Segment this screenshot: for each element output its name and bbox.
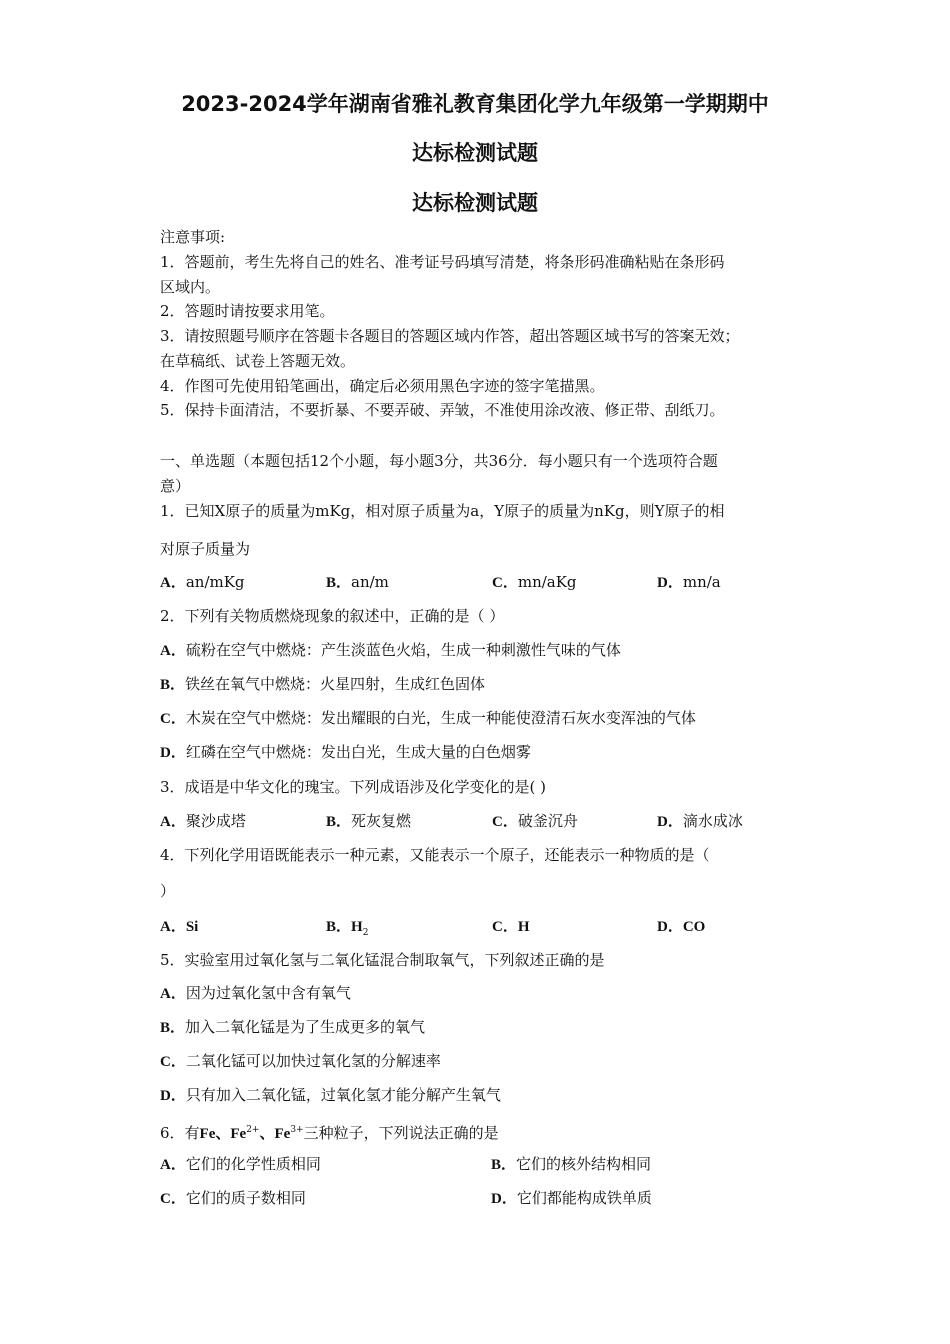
q1-option-b	[326, 572, 389, 593]
option-label: A．	[160, 814, 186, 830]
notice-item: 5．保持卡面清洁，不要折暴、不要弄破、弄皱，不准使用涂改液、修正带、刮纸刀。	[160, 401, 725, 419]
option-text: H	[351, 919, 363, 935]
q1-stem-cont: 对原子质量为	[160, 540, 251, 558]
q2-option-a	[160, 640, 621, 661]
notice-item: 区域内。	[160, 278, 221, 296]
q6-formula-fe: Fe、Fe	[199, 1126, 247, 1142]
notice-item: 2．答题时请按要求用笔。	[160, 302, 335, 320]
option-label: B．	[491, 1157, 517, 1173]
q6-option-b	[491, 1154, 651, 1175]
option-text: 它们的质子数相同	[185, 1189, 306, 1207]
q4-stem: 4．下列化学用语既能表示一种元素，又能表示一个原子，还能表示一种物质的是（	[160, 846, 710, 864]
q3-option-a	[160, 811, 246, 832]
option-text: 它们的化学性质相同	[185, 1155, 321, 1173]
q1-stem: 1．已知X原子的质量为mKg，相对原子质量为a，Y原子的质量为nKg，则Y原子的相	[160, 502, 725, 520]
q3-option-d	[657, 811, 743, 832]
option-text: 因为过氧化氢中含有氧气	[185, 984, 351, 1002]
q5-option-d	[160, 1085, 501, 1106]
option-label: C．	[160, 1191, 186, 1207]
notice-item: 1．答题前，考生先将自己的姓名、准考证号码填写清楚，将条形码准确粘贴在条形码	[160, 253, 725, 271]
option-text: an/mKg	[185, 573, 245, 591]
q2-option-b	[160, 674, 485, 695]
option-text: 聚沙成塔	[185, 812, 246, 830]
q4-stem-cont: ）	[160, 882, 176, 900]
option-text: 只有加入二氧化锰，过氧化氢才能分解产生氧气	[185, 1086, 501, 1104]
option-text: 破釜沉舟	[517, 812, 578, 830]
notice-item: 在草稿纸、试卷上答题无效。	[160, 352, 356, 370]
q5-option-c	[160, 1051, 441, 1072]
section-heading: 一、单选题（本题包括12个小题，每小题3分，共36分．每小题只有一个选项符合题	[160, 452, 718, 470]
option-label: B．	[160, 677, 186, 693]
option-label: A．	[160, 986, 186, 1002]
subscript: 2	[362, 928, 369, 938]
q4-option-c	[492, 916, 530, 937]
option-label: A．	[160, 643, 186, 659]
option-label: D．	[657, 814, 683, 830]
option-label: D．	[491, 1191, 517, 1207]
option-label: B．	[160, 1020, 186, 1036]
q6-option-c	[160, 1188, 306, 1209]
superscript: 2+	[246, 1125, 260, 1135]
q2-option-d	[160, 742, 531, 763]
notice-heading: 注意事项:	[160, 228, 226, 246]
option-label: D．	[657, 919, 683, 935]
notice-item: 4．作图可先使用铅笔画出，确定后必须用黑色字迹的签字笔描黑。	[160, 377, 605, 395]
option-text: H	[517, 919, 530, 935]
option-text: 死灰复燃	[351, 812, 412, 830]
option-label: B．	[326, 814, 352, 830]
section-heading-cont: 意）	[160, 477, 191, 495]
notice-item: 3．请按照题号顺序在答题卡各题目的答题区域内作答，超出答题区域书写的答案无效；	[160, 327, 740, 345]
option-label: C．	[160, 1054, 186, 1070]
q4-option-b	[326, 916, 368, 943]
exam-title-line2: 达标检测试题	[412, 141, 538, 165]
option-label: B．	[326, 919, 352, 935]
option-label: C．	[492, 919, 518, 935]
q6-stem-prefix: 6．有	[160, 1124, 200, 1142]
exam-title-line3: 达标检测试题	[412, 191, 538, 215]
option-label: D．	[657, 575, 683, 591]
q6-stem-suffix: 三种粒子，下列说法正确的是	[303, 1124, 499, 1142]
q5-stem: 5．实验室用过氧化氢与二氧化锰混合制取氧气，下列叙述正确的是	[160, 951, 605, 969]
q6-option-d	[491, 1188, 652, 1209]
option-label: C．	[160, 711, 186, 727]
option-text: 硫粉在空气中燃烧：产生淡蓝色火焰，生成一种刺激性气味的气体	[185, 641, 621, 659]
option-label: B．	[326, 575, 352, 591]
q6-stem	[160, 1120, 499, 1144]
q5-option-b	[160, 1017, 425, 1038]
option-text: 它们的核外结构相同	[516, 1155, 652, 1173]
q2-option-c	[160, 708, 696, 729]
q1-option-d	[657, 572, 721, 593]
q6-formula-fe3: 、Fe	[259, 1126, 291, 1142]
option-label: A．	[160, 1157, 186, 1173]
q4-option-a	[160, 916, 198, 937]
option-label: D．	[160, 1088, 186, 1104]
option-label: D．	[160, 745, 186, 761]
q1-option-a	[160, 572, 245, 593]
option-text: 二氧化锰可以加快过氧化氢的分解速率	[185, 1052, 441, 1070]
option-text: 红磷在空气中燃烧：发出白光，生成大量的白色烟雾	[185, 743, 531, 761]
option-text: 铁丝在氧气中燃烧：火星四射，生成红色固体	[185, 675, 486, 693]
option-text: Si	[185, 919, 199, 935]
q3-stem: 3．成语是中华文化的瑰宝。下列成语涉及化学变化的是( )	[160, 778, 547, 796]
option-label: C．	[492, 575, 518, 591]
option-label: A．	[160, 575, 186, 591]
option-text: CO	[682, 919, 706, 935]
q5-option-a	[160, 983, 351, 1004]
q3-option-b	[326, 811, 411, 832]
option-text: 它们都能构成铁单质	[516, 1189, 652, 1207]
q2-stem: 2．下列有关物质燃烧现象的叙述中，正确的是（ ）	[160, 607, 505, 625]
q3-option-c	[492, 811, 578, 832]
option-text: mn/a	[682, 573, 721, 591]
option-text: 滴水成冰	[682, 812, 743, 830]
q4-option-d	[657, 916, 705, 937]
q1-option-c	[492, 572, 577, 593]
exam-title-line1: 2023-2024学年湖南省雅礼教育集团化学九年级第一学期期中	[181, 92, 769, 116]
option-label: C．	[492, 814, 518, 830]
option-text: mn/aKg	[517, 573, 577, 591]
option-text: 木炭在空气中燃烧：发出耀眼的白光，生成一种能使澄清石灰水变浑浊的气体	[185, 709, 696, 727]
option-text: 加入二氧化锰是为了生成更多的氧气	[185, 1018, 426, 1036]
option-text: an/m	[351, 573, 389, 591]
superscript: 3+	[290, 1125, 304, 1135]
q6-option-a	[160, 1154, 321, 1175]
option-label: A．	[160, 919, 186, 935]
